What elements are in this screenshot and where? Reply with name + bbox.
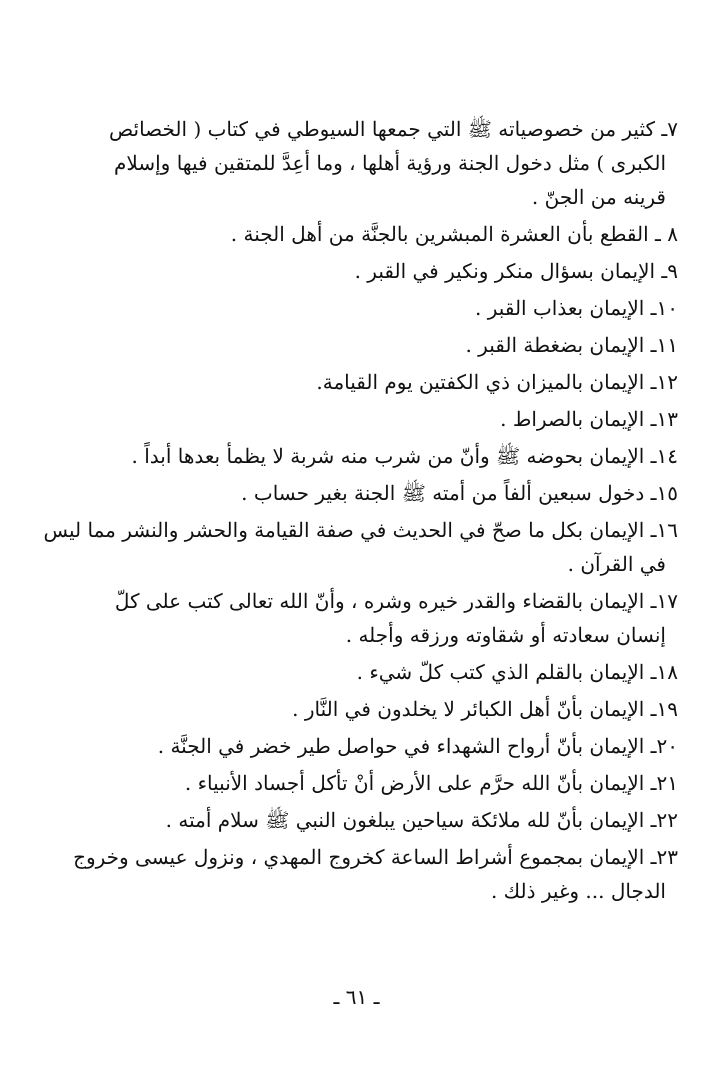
belief-list [43, 112, 678, 908]
item-line: الدجال ... وغير ذلك . [490, 879, 666, 903]
item-line: الكبرى ) مثل دخول الجنة ورؤية أهلها ، وما أعِدَّ للمتقين فيها وإسلام [114, 151, 666, 175]
item-line: ٢٣ـ الإيمان بمجموع أشراط الساعة كخروج المهدي ، ونزول عيسى وخروج [73, 845, 678, 869]
list-item [80, 655, 678, 689]
list-item [80, 402, 678, 436]
list-item [80, 803, 678, 837]
item-line: ٨ ـ القطع بأن العشرة المبشرين بالجنَّة من أهل الجنة . [230, 222, 678, 246]
item-line: ١٩ـ الإيمان بأنّ أهل الكبائر لا يخلدون في النَّار . [292, 697, 678, 721]
item-line: ٩ـ الإيمان بسؤال منكر ونكير في القبر . [354, 259, 678, 283]
list-item [80, 328, 678, 362]
list-item [43, 513, 678, 581]
item-line: ١٦ـ الإيمان بكل ما صحّ في الحديث في صفة القيامة والحشر والنشر مما ليس [43, 518, 678, 542]
item-line: ١٧ـ الإيمان بالقضاء والقدر خيره وشره ، وأنّ الله تعالى كتب على كلّ [114, 589, 678, 613]
item-line: ١٢ـ الإيمان بالميزان ذي الكفتين يوم القيامة. [316, 370, 678, 394]
list-item [80, 692, 678, 726]
item-line: ١٥ـ دخول سبعين ألفاً من أمته ﷺ الجنة بغير حساب . [241, 481, 678, 505]
item-line: ١١ـ الإيمان بضغطة القبر . [465, 333, 678, 357]
list-item [80, 476, 678, 510]
item-line: في القرآن . [567, 552, 666, 576]
item-line: ١٠ـ الإيمان بعذاب القبر . [475, 296, 678, 320]
list-item [80, 584, 678, 652]
list-item [80, 254, 678, 288]
item-line: قرينه من الجنّ . [531, 185, 666, 209]
page-number: ـ ٦١ ـ [333, 985, 380, 1009]
item-line: إنسان سعادته أو شقاوته ورزقه وأجله . [345, 623, 666, 647]
item-line: ٢١ـ الإيمان بأنّ الله حرَّم على الأرض أنْ تأكل أجساد الأنبياء . [184, 771, 678, 795]
list-item [80, 766, 678, 800]
item-line: ٧ـ كثير من خصوصياته ﷺ التي جمعها السيوطي في كتاب ( الخصائص [109, 117, 678, 141]
list-item [80, 112, 678, 214]
item-line: ٢٠ـ الإيمان بأنّ أرواح الشهداء في حواصل طير خضر في الجنَّة . [157, 734, 678, 758]
item-line: ١٤ـ الإيمان بحوضه ﷺ وأنّ من شرب منه شربة لا يظمأ بعدها أبداً . [131, 444, 678, 468]
list-item [80, 217, 678, 251]
item-line: ١٣ـ الإيمان بالصراط . [500, 407, 678, 431]
list-item [80, 439, 678, 473]
item-line: ٢٢ـ الإيمان بأنّ لله ملائكة سياحين يبلغون النبي ﷺ سلام أمته . [165, 808, 678, 832]
list-item [80, 729, 678, 763]
list-item [80, 291, 678, 325]
item-line: ١٨ـ الإيمان بالقلم الذي كتب كلّ شيء . [356, 660, 678, 684]
list-item [73, 840, 678, 908]
list-item [80, 365, 678, 399]
